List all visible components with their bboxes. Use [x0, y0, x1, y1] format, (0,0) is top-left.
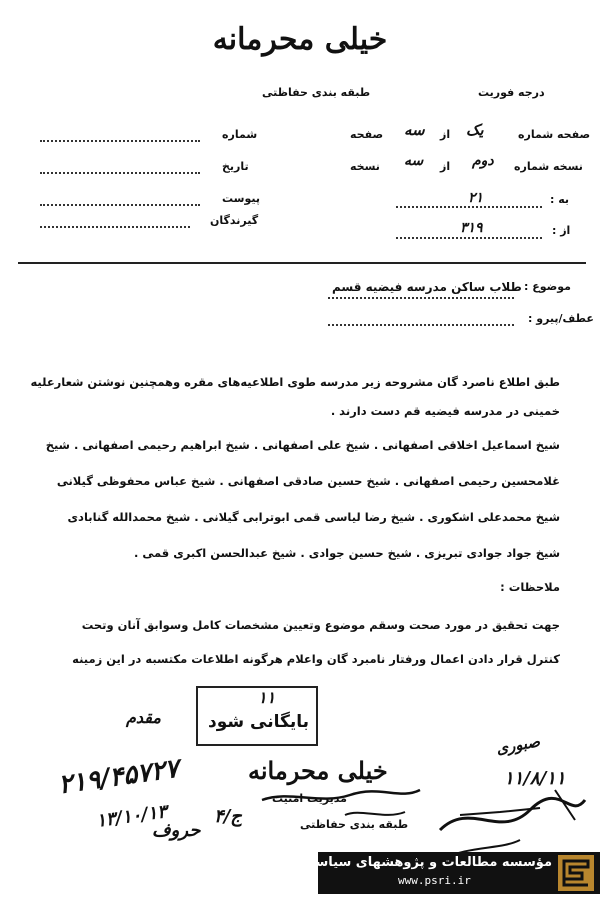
page-unit: صفحه: [350, 128, 384, 141]
attachment-label: پیوست: [222, 192, 260, 205]
institute-logo-icon: [558, 855, 594, 891]
copy-number-value: دوم: [472, 153, 494, 169]
watermark-name: مؤسسه مطالعات و پژوهشهای سیاسی: [302, 855, 552, 870]
signature-stroke-1: [262, 790, 420, 800]
page-of-value: سه: [404, 121, 425, 139]
remarks-label: ملاحظات :: [500, 580, 560, 594]
bottom-stamp-line1: مدیریت امنیت: [272, 792, 347, 805]
copy-of-label: از: [440, 160, 451, 173]
from-label: از :: [552, 224, 571, 237]
bottom-security-class: طبقه بندی حفاظتی: [300, 818, 409, 831]
subject-label: موضوع :: [524, 280, 571, 293]
copy-unit: نسخه: [350, 160, 380, 173]
handwritten-initials: صبوری: [494, 732, 542, 758]
recipients-label: گیرندگان: [210, 214, 259, 227]
handwritten-dept: حروف: [152, 820, 201, 841]
handwritten-registry-number: ۲۱۹/۴۵۷۲۷: [56, 753, 181, 801]
copy-of-value: سه: [404, 153, 424, 169]
number-label: شماره: [222, 128, 258, 141]
handwritten-registry-date: ۱۳/۱۰/۱۳: [94, 801, 169, 832]
handwritten-note-left: مقدم: [126, 708, 161, 727]
body-line-7: جهت تحقیق در مورد صحت وسقم موضوع وتعیین مشخصات کامل وسوابق آنان وتحت: [81, 618, 560, 632]
handwritten-code: ج/۴: [214, 806, 242, 827]
date-label: تاریخ: [222, 160, 249, 173]
document-title: خیلی محرمانه: [212, 22, 388, 57]
archive-stamp-number: ۱۱: [258, 688, 276, 707]
urgency-label: درجه فوریت: [478, 86, 545, 99]
reference-label: عطف/پیرو :: [528, 312, 594, 325]
from-value: ۳۱۹: [460, 220, 483, 236]
page-number-value: یک: [466, 121, 484, 139]
to-label: به :: [550, 193, 570, 206]
body-line-5: شیخ محمدعلی اشکوری . شیخ رضا لیاسی قمی ابوترابی گیلانی . شیخ محمدالله گنابادی: [67, 510, 560, 524]
body-line-1: طبق اطلاع ناصرد گان مشروحه زیر مدرسه طوی اطلاعیه‌های مقره وهمچنین نوشتن شعارعلیه: [30, 375, 560, 389]
archive-stamp-text: بایگانی شود: [208, 712, 310, 732]
security-class-label: طبقه بندی حفاظتی: [262, 86, 371, 99]
page-number-label: صفحه شماره: [518, 128, 591, 141]
page-of-label: از: [440, 128, 451, 141]
body-line-2: خمینی در مدرسه فیضیه قم دست دارند .: [330, 404, 560, 418]
subject-value: طلاب ساکن مدرسه فیضیه قسم: [332, 280, 522, 294]
signature-stroke-6: [345, 812, 405, 815]
bottom-classification-title: خیلی محرمانه: [248, 756, 388, 785]
body-line-4: غلامحسین رحیمی اصفهانی . شیخ حسین صادقی اصفهانی . شیخ عباس محفوظی گیلانی: [56, 474, 560, 488]
watermark-url: www.psri.ir: [398, 874, 471, 887]
copy-number-label: نسخه شماره: [514, 160, 583, 173]
to-value: ۲۱: [468, 190, 484, 206]
body-line-8: کنترل قرار دادن اعمال ورفتار نامبرد گان واعلام هرگونه اطلاعات مکتسبه در این زمینه: [72, 652, 560, 666]
body-line-6: شیخ جواد جوادی تبریزی . شیخ حسین جوادی . شیخ عبدالحسن اکبری قمی .: [133, 546, 560, 560]
body-line-3: شیخ اسماعیل اخلاقی اصفهانی . شیخ علی اصفهانی . شیخ ابراهیم رحیمی اصفهانی . شیخ: [45, 438, 560, 452]
handwritten-signature-date: ۱۱/۸/۱۱: [504, 768, 566, 789]
